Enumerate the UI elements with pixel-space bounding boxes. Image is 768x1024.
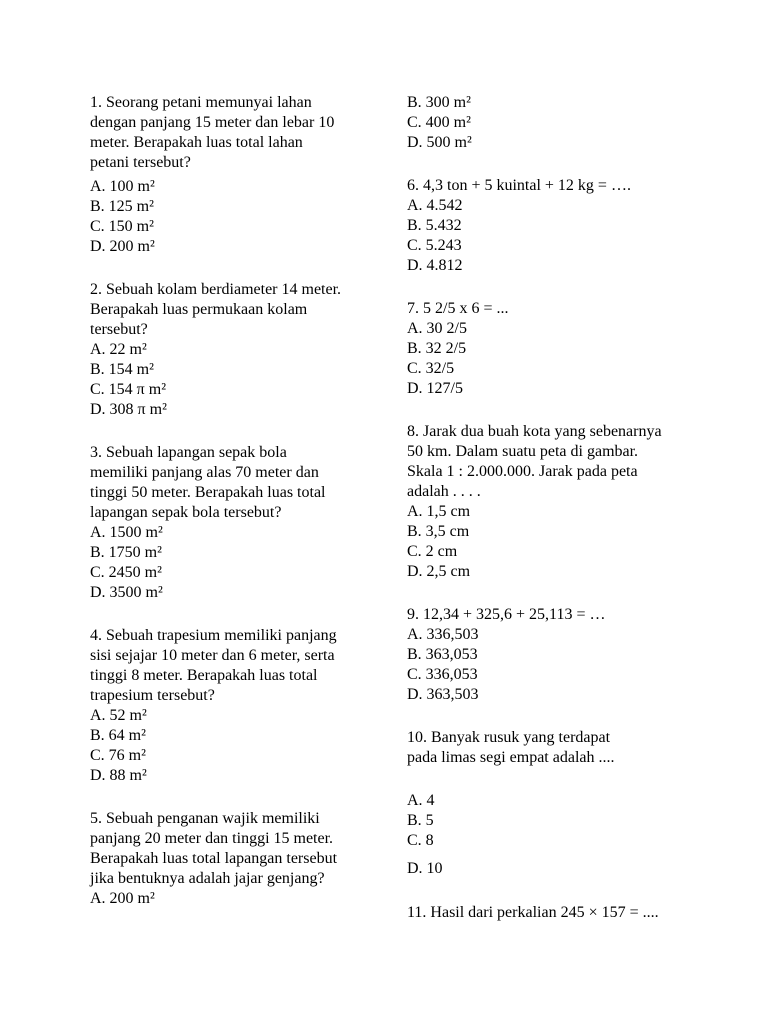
question-9 (407, 605, 707, 705)
answer-option: A. 200 m² (90, 890, 155, 907)
left-column (90, 93, 368, 909)
answer-option: D. 4.812 (407, 257, 463, 274)
answer-option: D. 500 m² (407, 134, 472, 151)
right-column (407, 93, 707, 923)
answer-option: B. 363,053 (407, 646, 478, 663)
answer-option: C. 400 m² (407, 114, 471, 131)
answer-option: D. 88 m² (90, 767, 147, 784)
question-text-line: 2. Sebuah kolam berdiameter 14 meter. (90, 281, 342, 298)
question-text-line: 3. Sebuah lapangan sepak bola (90, 444, 287, 461)
question-text-line: sisi sejajar 10 meter dan 6 meter, serta (90, 647, 335, 664)
answer-option: A. 52 m² (90, 707, 147, 724)
answer-option: B. 64 m² (90, 727, 146, 744)
answer-option: B. 3,5 cm (407, 523, 470, 540)
question-11 (407, 903, 707, 923)
question-text-line: meter. Berapakah luas total lahan (90, 134, 303, 151)
answer-option: B. 5 (407, 812, 434, 829)
question-text-line: trapesium tersebut? (90, 687, 215, 704)
question-text-line: pada limas segi empat adalah .... (407, 749, 615, 766)
question-text-line: 10. Banyak rusuk yang terdapat (407, 729, 611, 746)
question-text-line: tinggi 50 meter. Berapakah luas total (90, 484, 326, 501)
question-text-line: adalah . . . . (407, 483, 481, 500)
answer-option: D. 127/5 (407, 380, 463, 397)
answer-option: A. 100 m² (90, 178, 155, 195)
question-text-line: panjang 20 meter dan tinggi 15 meter. (90, 830, 334, 847)
answer-option: D. 3500 m² (90, 584, 163, 601)
answer-option: D. 308 π m² (90, 401, 167, 418)
answer-option: D. 2,5 cm (407, 563, 471, 580)
answer-option: C. 32/5 (407, 360, 455, 377)
answer-option: C. 150 m² (90, 218, 154, 235)
answer-option: C. 76 m² (90, 747, 146, 764)
question-text-line: 11. Hasil dari perkalian 245 × 157 = .... (407, 904, 659, 921)
answer-option: A. 1500 m² (90, 524, 163, 541)
answer-option: A. 4 (407, 792, 435, 809)
question-text-line: 7. 5 2/5 x 6 = ... (407, 300, 509, 317)
answer-option: A. 22 m² (90, 341, 147, 358)
question-text-line: memiliki panjang alas 70 meter dan (90, 464, 319, 481)
answer-option: B. 300 m² (407, 94, 471, 111)
answer-option: A. 336,503 (407, 626, 479, 643)
question-text-line: petani tersebut? (90, 154, 191, 171)
question-text-line: 9. 12,34 + 325,6 + 25,113 = … (407, 606, 606, 623)
question-text-line: Berapakah luas total lapangan tersebut (90, 850, 338, 867)
question-5-continued (407, 93, 707, 153)
question-10 (407, 728, 707, 879)
answer-option: D. 200 m² (90, 238, 155, 255)
question-text-line: 6. 4,3 ton + 5 kuintal + 12 kg = …. (407, 177, 631, 194)
question-text-line: dengan panjang 15 meter dan lebar 10 (90, 114, 335, 131)
answer-option: B. 32 2/5 (407, 340, 467, 357)
question-text-line: 8. Jarak dua buah kota yang sebenarnya (407, 423, 662, 440)
question-8 (407, 422, 707, 582)
answer-option: C. 336,053 (407, 666, 478, 683)
answer-option: B. 154 m² (90, 361, 154, 378)
answer-option: B. 125 m² (90, 198, 154, 215)
question-1 (90, 93, 368, 257)
question-4 (90, 626, 368, 786)
question-text-line: 50 km. Dalam suatu peta di gambar. (407, 443, 639, 460)
answer-option: A. 30 2/5 (407, 320, 467, 337)
question-text-line: 4. Sebuah trapesium memiliki panjang (90, 627, 337, 644)
question-text-line: tersebut? (90, 321, 148, 338)
question-2 (90, 280, 368, 420)
question-text-line: 1. Seorang petani memunyai lahan (90, 94, 312, 111)
question-6 (407, 176, 707, 276)
question-text-line: lapangan sepak bola tersebut? (90, 504, 282, 521)
question-3 (90, 443, 368, 603)
question-text-line: Berapakah luas permukaan kolam (90, 301, 308, 318)
answer-option: C. 154 π m² (90, 381, 166, 398)
answer-option: B. 1750 m² (90, 544, 162, 561)
answer-option: D. 363,503 (407, 686, 479, 703)
question-text-line: 5. Sebuah penganan wajik memiliki (90, 810, 320, 827)
answer-option: A. 4.542 (407, 197, 463, 214)
answer-option: C. 8 (407, 832, 434, 849)
answer-option: A. 1,5 cm (407, 503, 471, 520)
question-text-line: Skala 1 : 2.000.000. Jarak pada peta (407, 463, 638, 480)
answer-option: C. 2450 m² (90, 564, 162, 581)
answer-option: C. 5.243 (407, 237, 462, 254)
question-5 (90, 809, 368, 909)
answer-option: D. 10 (407, 860, 443, 877)
answer-option: B. 5.432 (407, 217, 462, 234)
question-text-line: jika bentuknya adalah jajar genjang? (90, 870, 325, 887)
question-7 (407, 299, 707, 399)
answer-option: C. 2 cm (407, 543, 458, 560)
question-text-line: tinggi 8 meter. Berapakah luas total (90, 667, 318, 684)
